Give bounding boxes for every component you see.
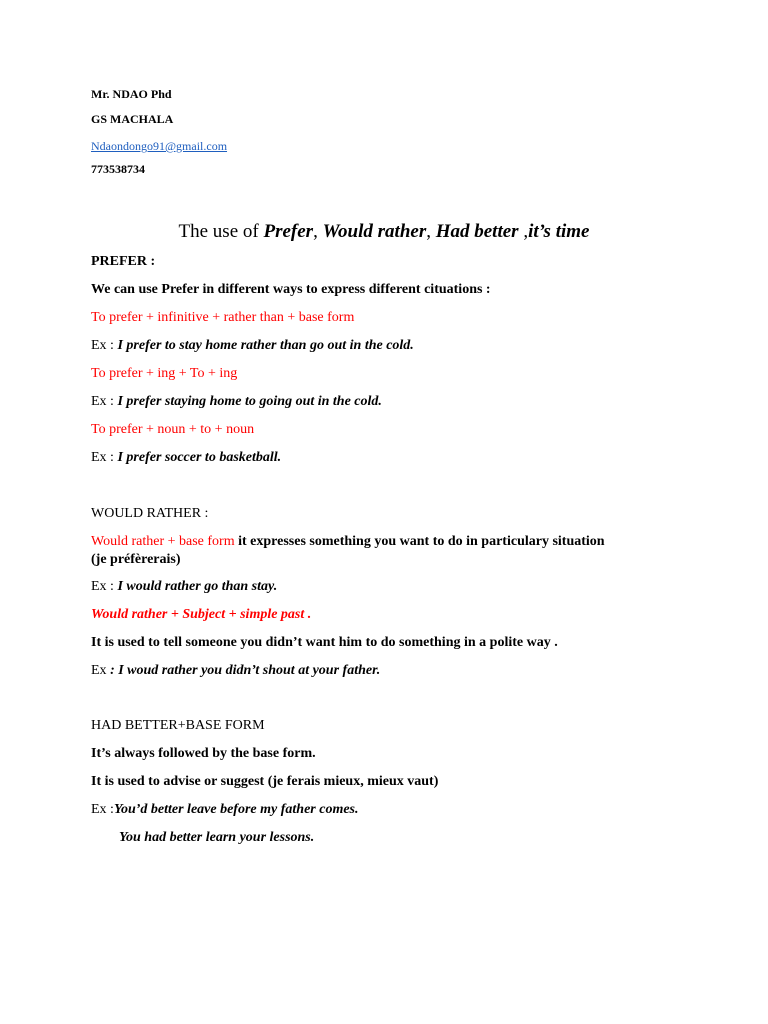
example-text: : I woud rather you didn’t shout at your father.: [110, 663, 381, 678]
had-better-example-1: [91, 803, 359, 817]
example-label: Ex :: [91, 579, 118, 594]
would-rather-rule-2-explanation: It is used to tell someone you didn’t want him to do something in a polite way .: [91, 635, 558, 650]
example-label: Ex :: [91, 802, 114, 817]
title-sep1: ,: [313, 221, 323, 242]
would-rather-example-1: [91, 580, 277, 594]
prefer-rule-1: To prefer + infinitive + rather than + base form: [91, 310, 355, 325]
example-label: Ex: [91, 663, 111, 678]
rule-explanation: it expresses something you want to do in particulary situation: [234, 534, 605, 549]
example-text: I prefer soccer to basketball.: [117, 450, 282, 465]
prefer-heading: PREFER :: [91, 254, 156, 269]
email-link-wrapper: [91, 138, 227, 154]
would-rather-rule-1: [91, 535, 605, 549]
had-better-line-2: It is used to advise or suggest (je ferais mieux, mieux vaut): [91, 774, 439, 789]
rule-formula: Would rather + base form: [91, 534, 235, 549]
had-better-example-2: You had better learn your lessons.: [119, 830, 315, 845]
prefer-example-2: [91, 395, 382, 409]
example-text: I prefer staying home to going out in the cold.: [117, 394, 382, 409]
title-had-better: Had better: [435, 221, 519, 242]
prefer-example-3: [91, 451, 281, 465]
title-prefer: Prefer: [263, 221, 314, 242]
page-title: [0, 222, 768, 241]
email-link[interactable]: Ndaondongo91@gmail.com: [91, 139, 228, 153]
example-label: Ex :: [91, 338, 118, 353]
title-sep3: ,: [518, 221, 529, 242]
title-sep2: ,: [426, 221, 436, 242]
phone-number: 773538734: [91, 162, 145, 176]
title-would-rather: Would rather: [322, 221, 427, 242]
prefer-example-1: [91, 339, 414, 353]
author-name: Mr. NDAO Phd: [91, 87, 172, 101]
prefer-rule-2: To prefer + ing + To + ing: [91, 366, 238, 381]
example-label: Ex :: [91, 450, 118, 465]
school-name: GS MACHALA: [91, 112, 174, 126]
would-rather-rule-1-translation: (je préfèrerais): [91, 552, 181, 567]
title-its-time: it’s time: [528, 221, 590, 242]
would-rather-example-2: [91, 664, 380, 678]
prefer-rule-3: To prefer + noun + to + noun: [91, 422, 255, 437]
had-better-line-1: It’s always followed by the base form.: [91, 746, 316, 761]
would-rather-heading: WOULD RATHER :: [91, 506, 209, 521]
prefer-intro: We can use Prefer in different ways to express different cituations :: [91, 282, 491, 297]
example-text: You’d better leave before my father comes.: [113, 802, 359, 817]
example-text: I prefer to stay home rather than go out in the cold.: [117, 338, 414, 353]
had-better-heading: HAD BETTER+BASE FORM: [91, 718, 265, 733]
example-label: Ex :: [91, 394, 118, 409]
would-rather-rule-2: Would rather + Subject + simple past .: [91, 607, 312, 622]
title-prefix: The use of: [178, 221, 264, 242]
example-text: I would rather go than stay.: [117, 579, 278, 594]
